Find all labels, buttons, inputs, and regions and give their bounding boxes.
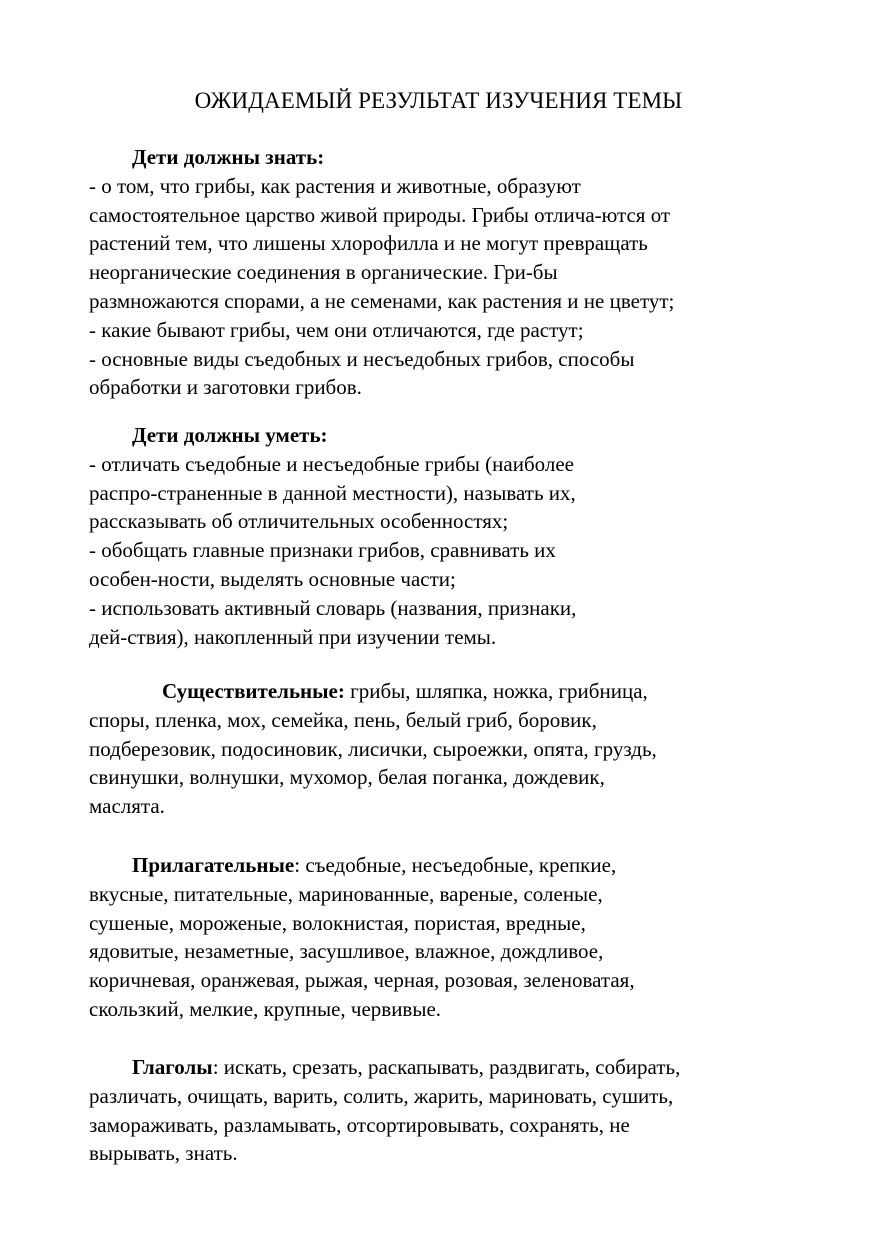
nouns-section (89, 677, 809, 821)
nouns-line: споры, пленка, мох, семейка, пень, белый гриб, боровик, (89, 707, 597, 732)
verbs-line: замораживать, разламывать, отсортировывать, сохранять, не (89, 1112, 630, 1137)
verbs-section (89, 1053, 809, 1168)
can-line: дей-ствия), накопленный при изучении темы. (89, 624, 497, 649)
verbs-line: различать, очищать, варить, солить, жарить, мариновать, сушить, (89, 1083, 674, 1108)
know-line: самостоятельное царство живой природы. Грибы отлича-ются от (89, 202, 671, 227)
adjectives-section (89, 851, 809, 1024)
know-line: обработки и заготовки грибов. (89, 375, 362, 400)
verbs-first-line (89, 1053, 809, 1082)
adjectives-first-line (89, 851, 809, 880)
can-line: распро-страненные в данной местности), называть их, (89, 480, 576, 505)
can-line: - обобщать главные признаки грибов, сравнивать их (89, 538, 556, 563)
know-section (89, 143, 809, 402)
nouns-first-text: грибы, шляпка, ножка, грибница, (344, 679, 648, 703)
nouns-first-line (89, 677, 809, 706)
verbs-label: Глаголы (132, 1055, 213, 1079)
nouns-line: свинушки, волнушки, мухомор, белая поганка, дождевик, (89, 765, 605, 790)
nouns-label: Существительные: (162, 679, 345, 703)
know-line: - основные виды съедобных и несъедобных грибов, способы (89, 346, 635, 371)
can-line: особен-ности, выделять основные части; (89, 566, 456, 591)
know-heading: Дети должны знать: (132, 145, 325, 169)
can-heading: Дети должны уметь: (132, 423, 328, 447)
adjectives-line: ядовитые, незаметные, засушливое, влажное, дождливое, (89, 939, 604, 964)
know-line: растений тем, что лишены хлорофилла и не могут превращать (89, 231, 648, 256)
verbs-first-text: : искать, срезать, раскапывать, раздвигать, собирать, (212, 1055, 681, 1079)
adjectives-line: вкусные, питательные, маринованные, вареные, соленые, (89, 881, 603, 906)
can-line: рассказывать об отличительных особенностях; (89, 509, 509, 534)
know-line: - о том, что грибы, как растения и животные, образуют (89, 173, 581, 198)
nouns-line: подберезовик, подосиновик, лисички, сыроежки, опята, груздь, (89, 736, 657, 761)
verbs-line: вырывать, знать. (89, 1141, 238, 1166)
know-line: неорганические соединения в органические. Гри-бы (89, 260, 558, 285)
know-line: размножаются спорами, а не семенами, как растения и не цветут; (89, 288, 675, 313)
adjectives-line: коричневая, оранжевая, рыжая, черная, розовая, зеленоватая, (89, 968, 635, 993)
can-line: - отличать съедобные и несъедобные грибы (наиболее (89, 451, 574, 476)
adjectives-label: Прилагательные (132, 853, 295, 877)
can-section (89, 421, 809, 651)
can-line: - использовать активный словарь (названия, признаки, (89, 595, 577, 620)
page-title: ОЖИДАЕМЫЙ РЕЗУЛЬТАТ ИЗУЧЕНИЯ ТЕМЫ (194, 88, 683, 113)
adjectives-line: сушеные, мороженые, волокнистая, пористая, вредные, (89, 910, 586, 935)
know-line: - какие бывают грибы, чем они отличаются, где растут; (89, 317, 584, 342)
adjectives-line: скользкий, мелкие, крупные, червивые. (89, 996, 442, 1021)
nouns-line: маслята. (89, 794, 165, 819)
adjectives-first-text: : съедобные, несъедобные, крепкие, (294, 853, 617, 877)
